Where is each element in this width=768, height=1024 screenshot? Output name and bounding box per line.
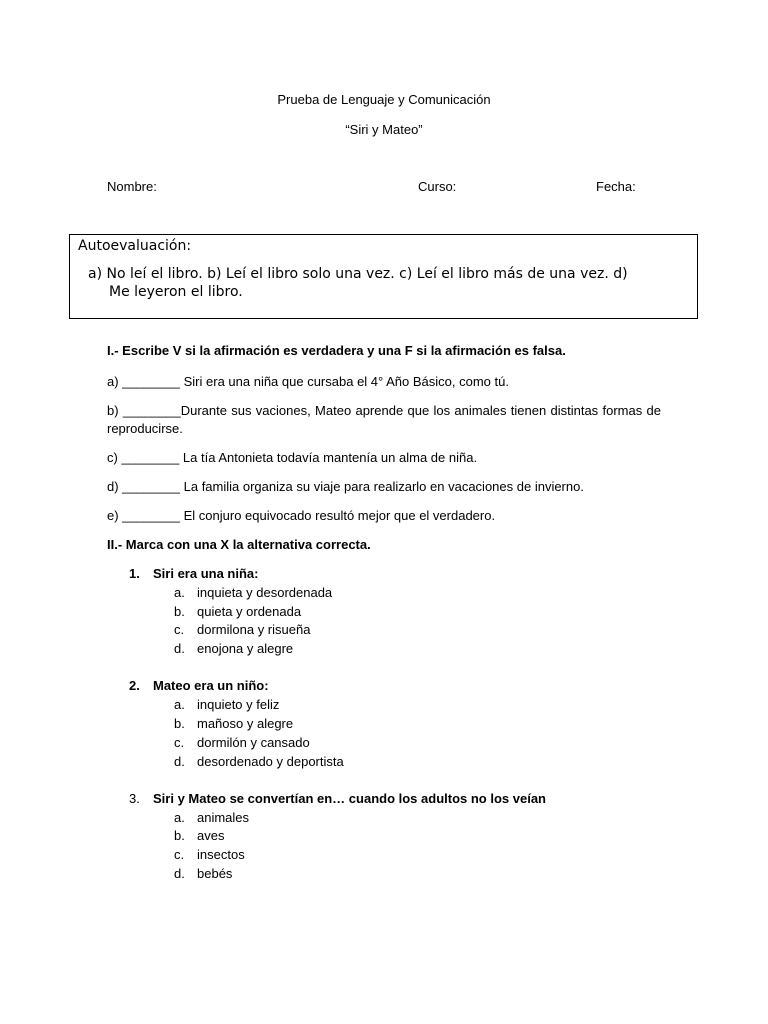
question-text: Siri era una niña: (153, 566, 259, 581)
question-1 (129, 566, 258, 581)
q2-option-d[interactable]: d. desordenado y deportista (174, 754, 344, 769)
autoevaluacion-options-line2: Me leyeron el libro. (109, 284, 243, 300)
q3-option-c[interactable]: c. insectos (174, 847, 245, 862)
question-text: Siri y Mateo se convertían en… cuando los adultos no los veían (153, 791, 546, 806)
statement-c: c) ________ La tía Antonieta todavía mantenía un alma de niña. (107, 450, 478, 465)
document-subtitle: “Siri y Mateo” (345, 122, 423, 137)
q1-option-b[interactable]: b. quieta y ordenada (174, 604, 302, 619)
document-title: Prueba de Lenguaje y Comunicación (277, 92, 491, 107)
q2-option-b[interactable]: b. mañoso y alegre (174, 716, 294, 731)
question-number: 3. (129, 791, 140, 806)
q1-option-c[interactable]: c. dormilona y risueña (174, 622, 311, 637)
q2-option-a[interactable]: a. inquieto y feliz (174, 697, 280, 712)
curso-label: Curso: (418, 179, 457, 194)
question-3 (129, 791, 546, 806)
section1-title: I.- Escribe V si la afirmación es verdadera y una F si la afirmación es falsa. (107, 343, 566, 358)
q3-option-a[interactable]: a. animales (174, 810, 250, 825)
autoevaluacion-title: Autoevaluación: (78, 238, 192, 254)
fecha-label: Fecha: (596, 179, 636, 194)
nombre-label: Nombre: (107, 179, 157, 194)
statement-e: e) ________ El conjuro equivocado resultó mejor que el verdadero. (107, 508, 496, 523)
q1-option-a[interactable]: a. inquieta y desordenada (174, 585, 333, 600)
statement-b: b) ________Durante sus vaciones, Mateo aprende que los animales tienen distintas formas de reproducirse. (107, 403, 661, 436)
q1-option-d[interactable]: d. enojona y alegre (174, 641, 294, 656)
q3-option-d[interactable]: d. bebés (174, 866, 233, 881)
autoevaluacion-options-line1: a) No leí el libro. b) Leí el libro solo una vez. c) Leí el libro más de una vez. d) (88, 266, 628, 282)
statement-a: a) ________ Siri era una niña que cursaba el 4° Año Básico, como tú. (107, 374, 509, 389)
section2-title: II.- Marca con una X la alternativa correcta. (107, 537, 371, 552)
question-2 (129, 678, 269, 693)
question-number: 1. (129, 566, 140, 581)
q2-option-c[interactable]: c. dormilón y cansado (174, 735, 310, 750)
q3-option-b[interactable]: b. aves (174, 828, 225, 843)
question-number: 2. (129, 678, 140, 693)
statement-d: d) ________ La familia organiza su viaje para realizarlo en vacaciones de invierno. (107, 479, 584, 494)
question-text: Mateo era un niño: (153, 678, 269, 693)
autoevaluacion-box (69, 234, 698, 319)
